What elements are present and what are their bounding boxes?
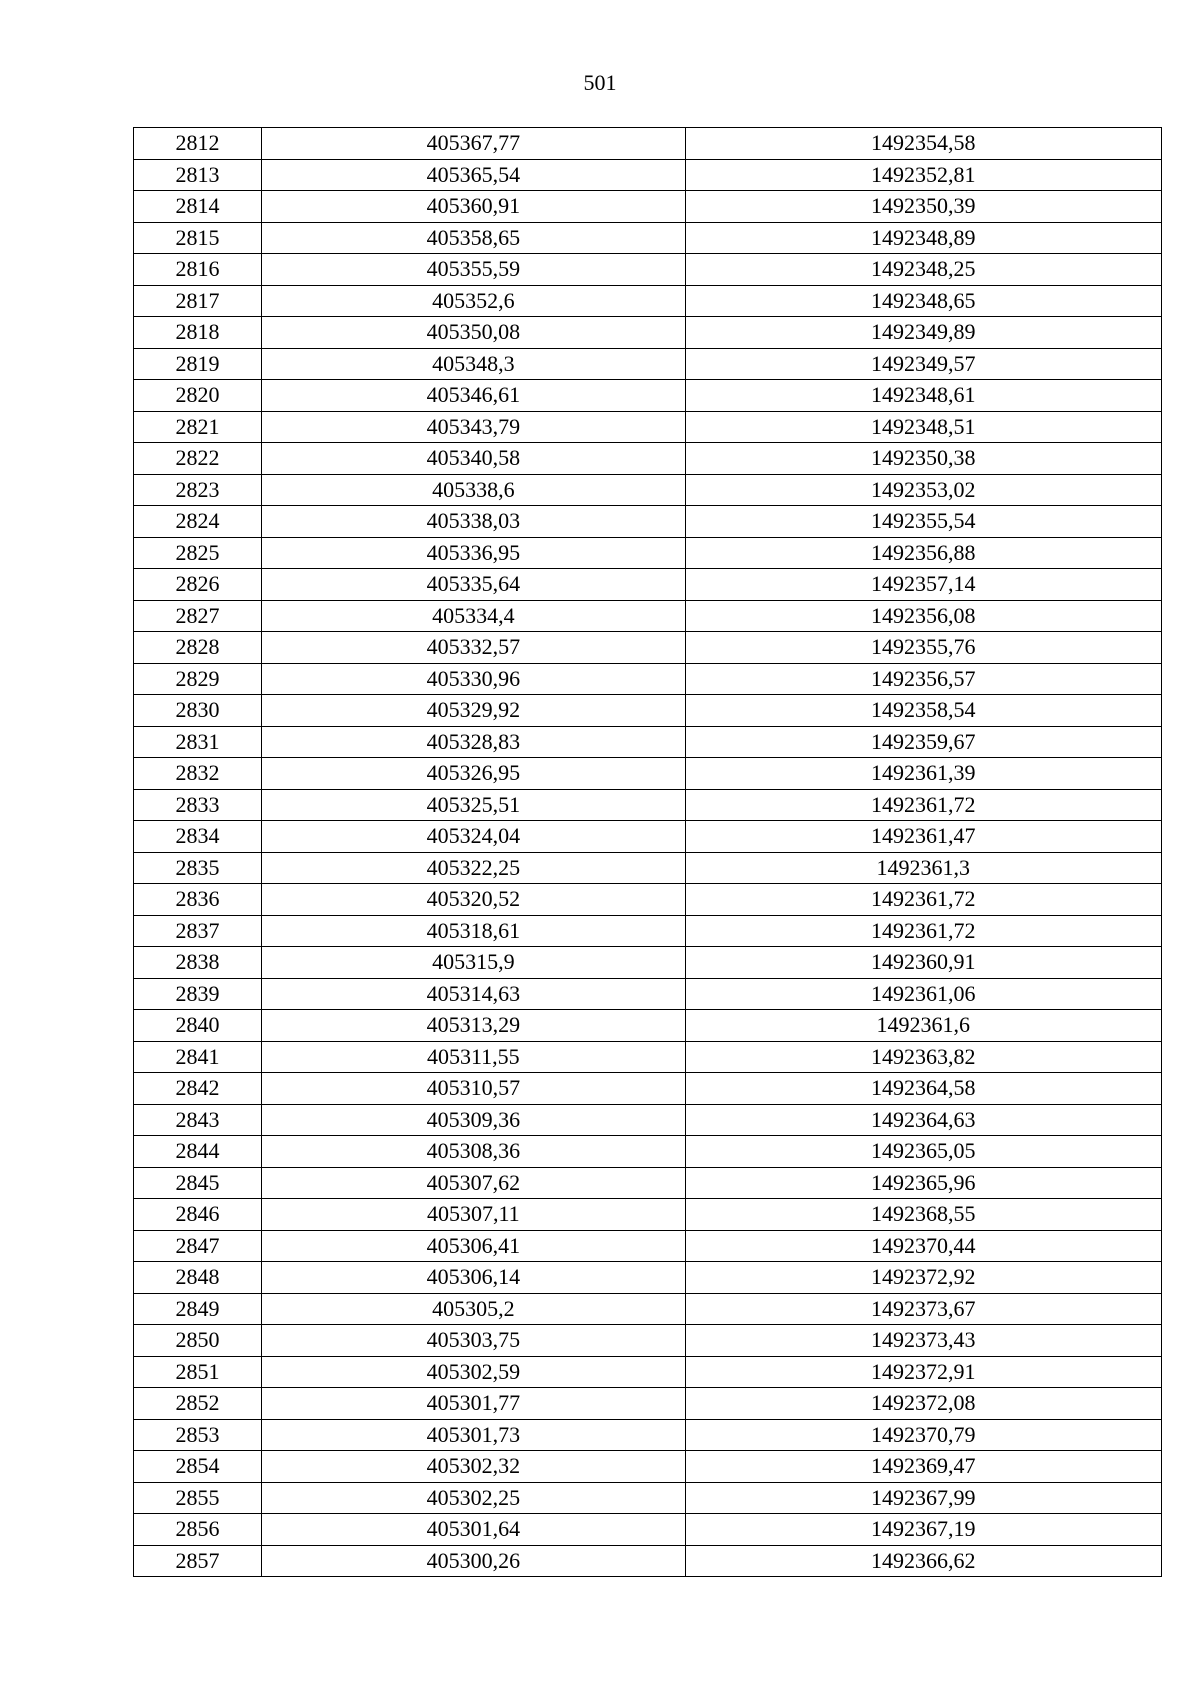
x-coordinate-cell: 405328,83 <box>262 726 685 758</box>
x-coordinate-cell: 405306,41 <box>262 1230 685 1262</box>
point-number-cell: 2818 <box>134 317 262 349</box>
y-coordinate-cell: 1492356,08 <box>685 600 1161 632</box>
table-row <box>134 1167 1162 1199</box>
table-row <box>134 978 1162 1010</box>
x-coordinate-cell: 405313,29 <box>262 1010 685 1042</box>
table-row <box>134 1230 1162 1262</box>
point-number-cell: 2839 <box>134 978 262 1010</box>
point-number-cell: 2844 <box>134 1136 262 1168</box>
point-number-cell: 2829 <box>134 663 262 695</box>
x-coordinate-cell: 405301,77 <box>262 1388 685 1420</box>
y-coordinate-cell: 1492354,58 <box>685 128 1161 160</box>
table-row <box>134 569 1162 601</box>
x-coordinate-cell: 405340,58 <box>262 443 685 475</box>
table-row <box>134 537 1162 569</box>
y-coordinate-cell: 1492361,06 <box>685 978 1161 1010</box>
y-coordinate-cell: 1492355,76 <box>685 632 1161 664</box>
x-coordinate-cell: 405338,6 <box>262 474 685 506</box>
x-coordinate-cell: 405348,3 <box>262 348 685 380</box>
y-coordinate-cell: 1492372,91 <box>685 1356 1161 1388</box>
table-row <box>134 1104 1162 1136</box>
table-row <box>134 1356 1162 1388</box>
y-coordinate-cell: 1492353,02 <box>685 474 1161 506</box>
x-coordinate-cell: 405302,59 <box>262 1356 685 1388</box>
point-number-cell: 2853 <box>134 1419 262 1451</box>
coordinates-table <box>133 127 1162 1577</box>
x-coordinate-cell: 405301,73 <box>262 1419 685 1451</box>
table-row <box>134 1545 1162 1577</box>
table-row <box>134 128 1162 160</box>
x-coordinate-cell: 405338,03 <box>262 506 685 538</box>
point-number-cell: 2846 <box>134 1199 262 1231</box>
x-coordinate-cell: 405302,25 <box>262 1482 685 1514</box>
point-number-cell: 2812 <box>134 128 262 160</box>
x-coordinate-cell: 405310,57 <box>262 1073 685 1105</box>
table-row <box>134 852 1162 884</box>
y-coordinate-cell: 1492361,72 <box>685 789 1161 821</box>
page-number: 501 <box>583 70 617 95</box>
point-number-cell: 2821 <box>134 411 262 443</box>
point-number-cell: 2815 <box>134 222 262 254</box>
table-row <box>134 285 1162 317</box>
point-number-cell: 2817 <box>134 285 262 317</box>
table-row <box>134 758 1162 790</box>
x-coordinate-cell: 405324,04 <box>262 821 685 853</box>
table-row <box>134 947 1162 979</box>
x-coordinate-cell: 405360,91 <box>262 191 685 223</box>
x-coordinate-cell: 405325,51 <box>262 789 685 821</box>
x-coordinate-cell: 405367,77 <box>262 128 685 160</box>
table-row <box>134 1388 1162 1420</box>
x-coordinate-cell: 405305,2 <box>262 1293 685 1325</box>
y-coordinate-cell: 1492361,47 <box>685 821 1161 853</box>
table-row <box>134 191 1162 223</box>
y-coordinate-cell: 1492366,62 <box>685 1545 1161 1577</box>
y-coordinate-cell: 1492348,61 <box>685 380 1161 412</box>
y-coordinate-cell: 1492372,08 <box>685 1388 1161 1420</box>
y-coordinate-cell: 1492361,39 <box>685 758 1161 790</box>
x-coordinate-cell: 405307,62 <box>262 1167 685 1199</box>
point-number-cell: 2855 <box>134 1482 262 1514</box>
table-row <box>134 726 1162 758</box>
x-coordinate-cell: 405343,79 <box>262 411 685 443</box>
table-row <box>134 159 1162 191</box>
point-number-cell: 2848 <box>134 1262 262 1294</box>
table-row <box>134 411 1162 443</box>
x-coordinate-cell: 405303,75 <box>262 1325 685 1357</box>
x-coordinate-cell: 405307,11 <box>262 1199 685 1231</box>
table-row <box>134 1419 1162 1451</box>
table-row <box>134 380 1162 412</box>
table-row <box>134 1010 1162 1042</box>
x-coordinate-cell: 405346,61 <box>262 380 685 412</box>
y-coordinate-cell: 1492368,55 <box>685 1199 1161 1231</box>
y-coordinate-cell: 1492355,54 <box>685 506 1161 538</box>
y-coordinate-cell: 1492348,65 <box>685 285 1161 317</box>
y-coordinate-cell: 1492359,67 <box>685 726 1161 758</box>
table-row <box>134 1262 1162 1294</box>
point-number-cell: 2832 <box>134 758 262 790</box>
x-coordinate-cell: 405318,61 <box>262 915 685 947</box>
point-number-cell: 2837 <box>134 915 262 947</box>
x-coordinate-cell: 405301,64 <box>262 1514 685 1546</box>
table-row <box>134 506 1162 538</box>
table-row <box>134 1325 1162 1357</box>
point-number-cell: 2857 <box>134 1545 262 1577</box>
point-number-cell: 2833 <box>134 789 262 821</box>
y-coordinate-cell: 1492352,81 <box>685 159 1161 191</box>
y-coordinate-cell: 1492361,72 <box>685 915 1161 947</box>
table-row <box>134 1293 1162 1325</box>
point-number-cell: 2827 <box>134 600 262 632</box>
point-number-cell: 2838 <box>134 947 262 979</box>
y-coordinate-cell: 1492361,3 <box>685 852 1161 884</box>
table-row <box>134 1514 1162 1546</box>
y-coordinate-cell: 1492357,14 <box>685 569 1161 601</box>
point-number-cell: 2820 <box>134 380 262 412</box>
y-coordinate-cell: 1492350,39 <box>685 191 1161 223</box>
y-coordinate-cell: 1492349,57 <box>685 348 1161 380</box>
point-number-cell: 2831 <box>134 726 262 758</box>
table-row <box>134 884 1162 916</box>
x-coordinate-cell: 405320,52 <box>262 884 685 916</box>
point-number-cell: 2852 <box>134 1388 262 1420</box>
point-number-cell: 2823 <box>134 474 262 506</box>
x-coordinate-cell: 405315,9 <box>262 947 685 979</box>
point-number-cell: 2856 <box>134 1514 262 1546</box>
x-coordinate-cell: 405314,63 <box>262 978 685 1010</box>
y-coordinate-cell: 1492367,19 <box>685 1514 1161 1546</box>
x-coordinate-cell: 405330,96 <box>262 663 685 695</box>
y-coordinate-cell: 1492365,05 <box>685 1136 1161 1168</box>
point-number-cell: 2847 <box>134 1230 262 1262</box>
y-coordinate-cell: 1492348,25 <box>685 254 1161 286</box>
x-coordinate-cell: 405358,65 <box>262 222 685 254</box>
x-coordinate-cell: 405302,32 <box>262 1451 685 1483</box>
y-coordinate-cell: 1492361,6 <box>685 1010 1161 1042</box>
table-row <box>134 600 1162 632</box>
y-coordinate-cell: 1492348,51 <box>685 411 1161 443</box>
x-coordinate-cell: 405300,26 <box>262 1545 685 1577</box>
table-row <box>134 1451 1162 1483</box>
table-row <box>134 254 1162 286</box>
point-number-cell: 2824 <box>134 506 262 538</box>
point-number-cell: 2845 <box>134 1167 262 1199</box>
y-coordinate-cell: 1492367,99 <box>685 1482 1161 1514</box>
x-coordinate-cell: 405326,95 <box>262 758 685 790</box>
y-coordinate-cell: 1492350,38 <box>685 443 1161 475</box>
point-number-cell: 2826 <box>134 569 262 601</box>
table-row <box>134 1073 1162 1105</box>
point-number-cell: 2854 <box>134 1451 262 1483</box>
x-coordinate-cell: 405335,64 <box>262 569 685 601</box>
y-coordinate-cell: 1492365,96 <box>685 1167 1161 1199</box>
table-row <box>134 1136 1162 1168</box>
table-row <box>134 348 1162 380</box>
point-number-cell: 2842 <box>134 1073 262 1105</box>
point-number-cell: 2843 <box>134 1104 262 1136</box>
x-coordinate-cell: 405332,57 <box>262 632 685 664</box>
table-row <box>134 695 1162 727</box>
y-coordinate-cell: 1492358,54 <box>685 695 1161 727</box>
point-number-cell: 2840 <box>134 1010 262 1042</box>
y-coordinate-cell: 1492373,43 <box>685 1325 1161 1357</box>
table-row <box>134 663 1162 695</box>
point-number-cell: 2834 <box>134 821 262 853</box>
point-number-cell: 2822 <box>134 443 262 475</box>
x-coordinate-cell: 405336,95 <box>262 537 685 569</box>
point-number-cell: 2850 <box>134 1325 262 1357</box>
coordinates-table-body <box>134 128 1162 1577</box>
y-coordinate-cell: 1492356,57 <box>685 663 1161 695</box>
point-number-cell: 2814 <box>134 191 262 223</box>
table-row <box>134 222 1162 254</box>
y-coordinate-cell: 1492373,67 <box>685 1293 1161 1325</box>
table-row <box>134 1041 1162 1073</box>
x-coordinate-cell: 405334,4 <box>262 600 685 632</box>
point-number-cell: 2813 <box>134 159 262 191</box>
x-coordinate-cell: 405365,54 <box>262 159 685 191</box>
table-row <box>134 915 1162 947</box>
x-coordinate-cell: 405308,36 <box>262 1136 685 1168</box>
point-number-cell: 2835 <box>134 852 262 884</box>
y-coordinate-cell: 1492348,89 <box>685 222 1161 254</box>
point-number-cell: 2828 <box>134 632 262 664</box>
table-row <box>134 821 1162 853</box>
table-row <box>134 474 1162 506</box>
table-row <box>134 1199 1162 1231</box>
point-number-cell: 2841 <box>134 1041 262 1073</box>
x-coordinate-cell: 405350,08 <box>262 317 685 349</box>
y-coordinate-cell: 1492356,88 <box>685 537 1161 569</box>
point-number-cell: 2830 <box>134 695 262 727</box>
point-number-cell: 2836 <box>134 884 262 916</box>
point-number-cell: 2851 <box>134 1356 262 1388</box>
y-coordinate-cell: 1492349,89 <box>685 317 1161 349</box>
x-coordinate-cell: 405355,59 <box>262 254 685 286</box>
point-number-cell: 2825 <box>134 537 262 569</box>
table-row <box>134 317 1162 349</box>
x-coordinate-cell: 405311,55 <box>262 1041 685 1073</box>
point-number-cell: 2816 <box>134 254 262 286</box>
x-coordinate-cell: 405322,25 <box>262 852 685 884</box>
y-coordinate-cell: 1492364,58 <box>685 1073 1161 1105</box>
x-coordinate-cell: 405352,6 <box>262 285 685 317</box>
x-coordinate-cell: 405306,14 <box>262 1262 685 1294</box>
y-coordinate-cell: 1492369,47 <box>685 1451 1161 1483</box>
y-coordinate-cell: 1492363,82 <box>685 1041 1161 1073</box>
x-coordinate-cell: 405329,92 <box>262 695 685 727</box>
table-row <box>134 632 1162 664</box>
table-row <box>134 789 1162 821</box>
y-coordinate-cell: 1492370,79 <box>685 1419 1161 1451</box>
table-row <box>134 1482 1162 1514</box>
y-coordinate-cell: 1492372,92 <box>685 1262 1161 1294</box>
y-coordinate-cell: 1492360,91 <box>685 947 1161 979</box>
x-coordinate-cell: 405309,36 <box>262 1104 685 1136</box>
point-number-cell: 2819 <box>134 348 262 380</box>
y-coordinate-cell: 1492361,72 <box>685 884 1161 916</box>
y-coordinate-cell: 1492364,63 <box>685 1104 1161 1136</box>
table-row <box>134 443 1162 475</box>
y-coordinate-cell: 1492370,44 <box>685 1230 1161 1262</box>
point-number-cell: 2849 <box>134 1293 262 1325</box>
